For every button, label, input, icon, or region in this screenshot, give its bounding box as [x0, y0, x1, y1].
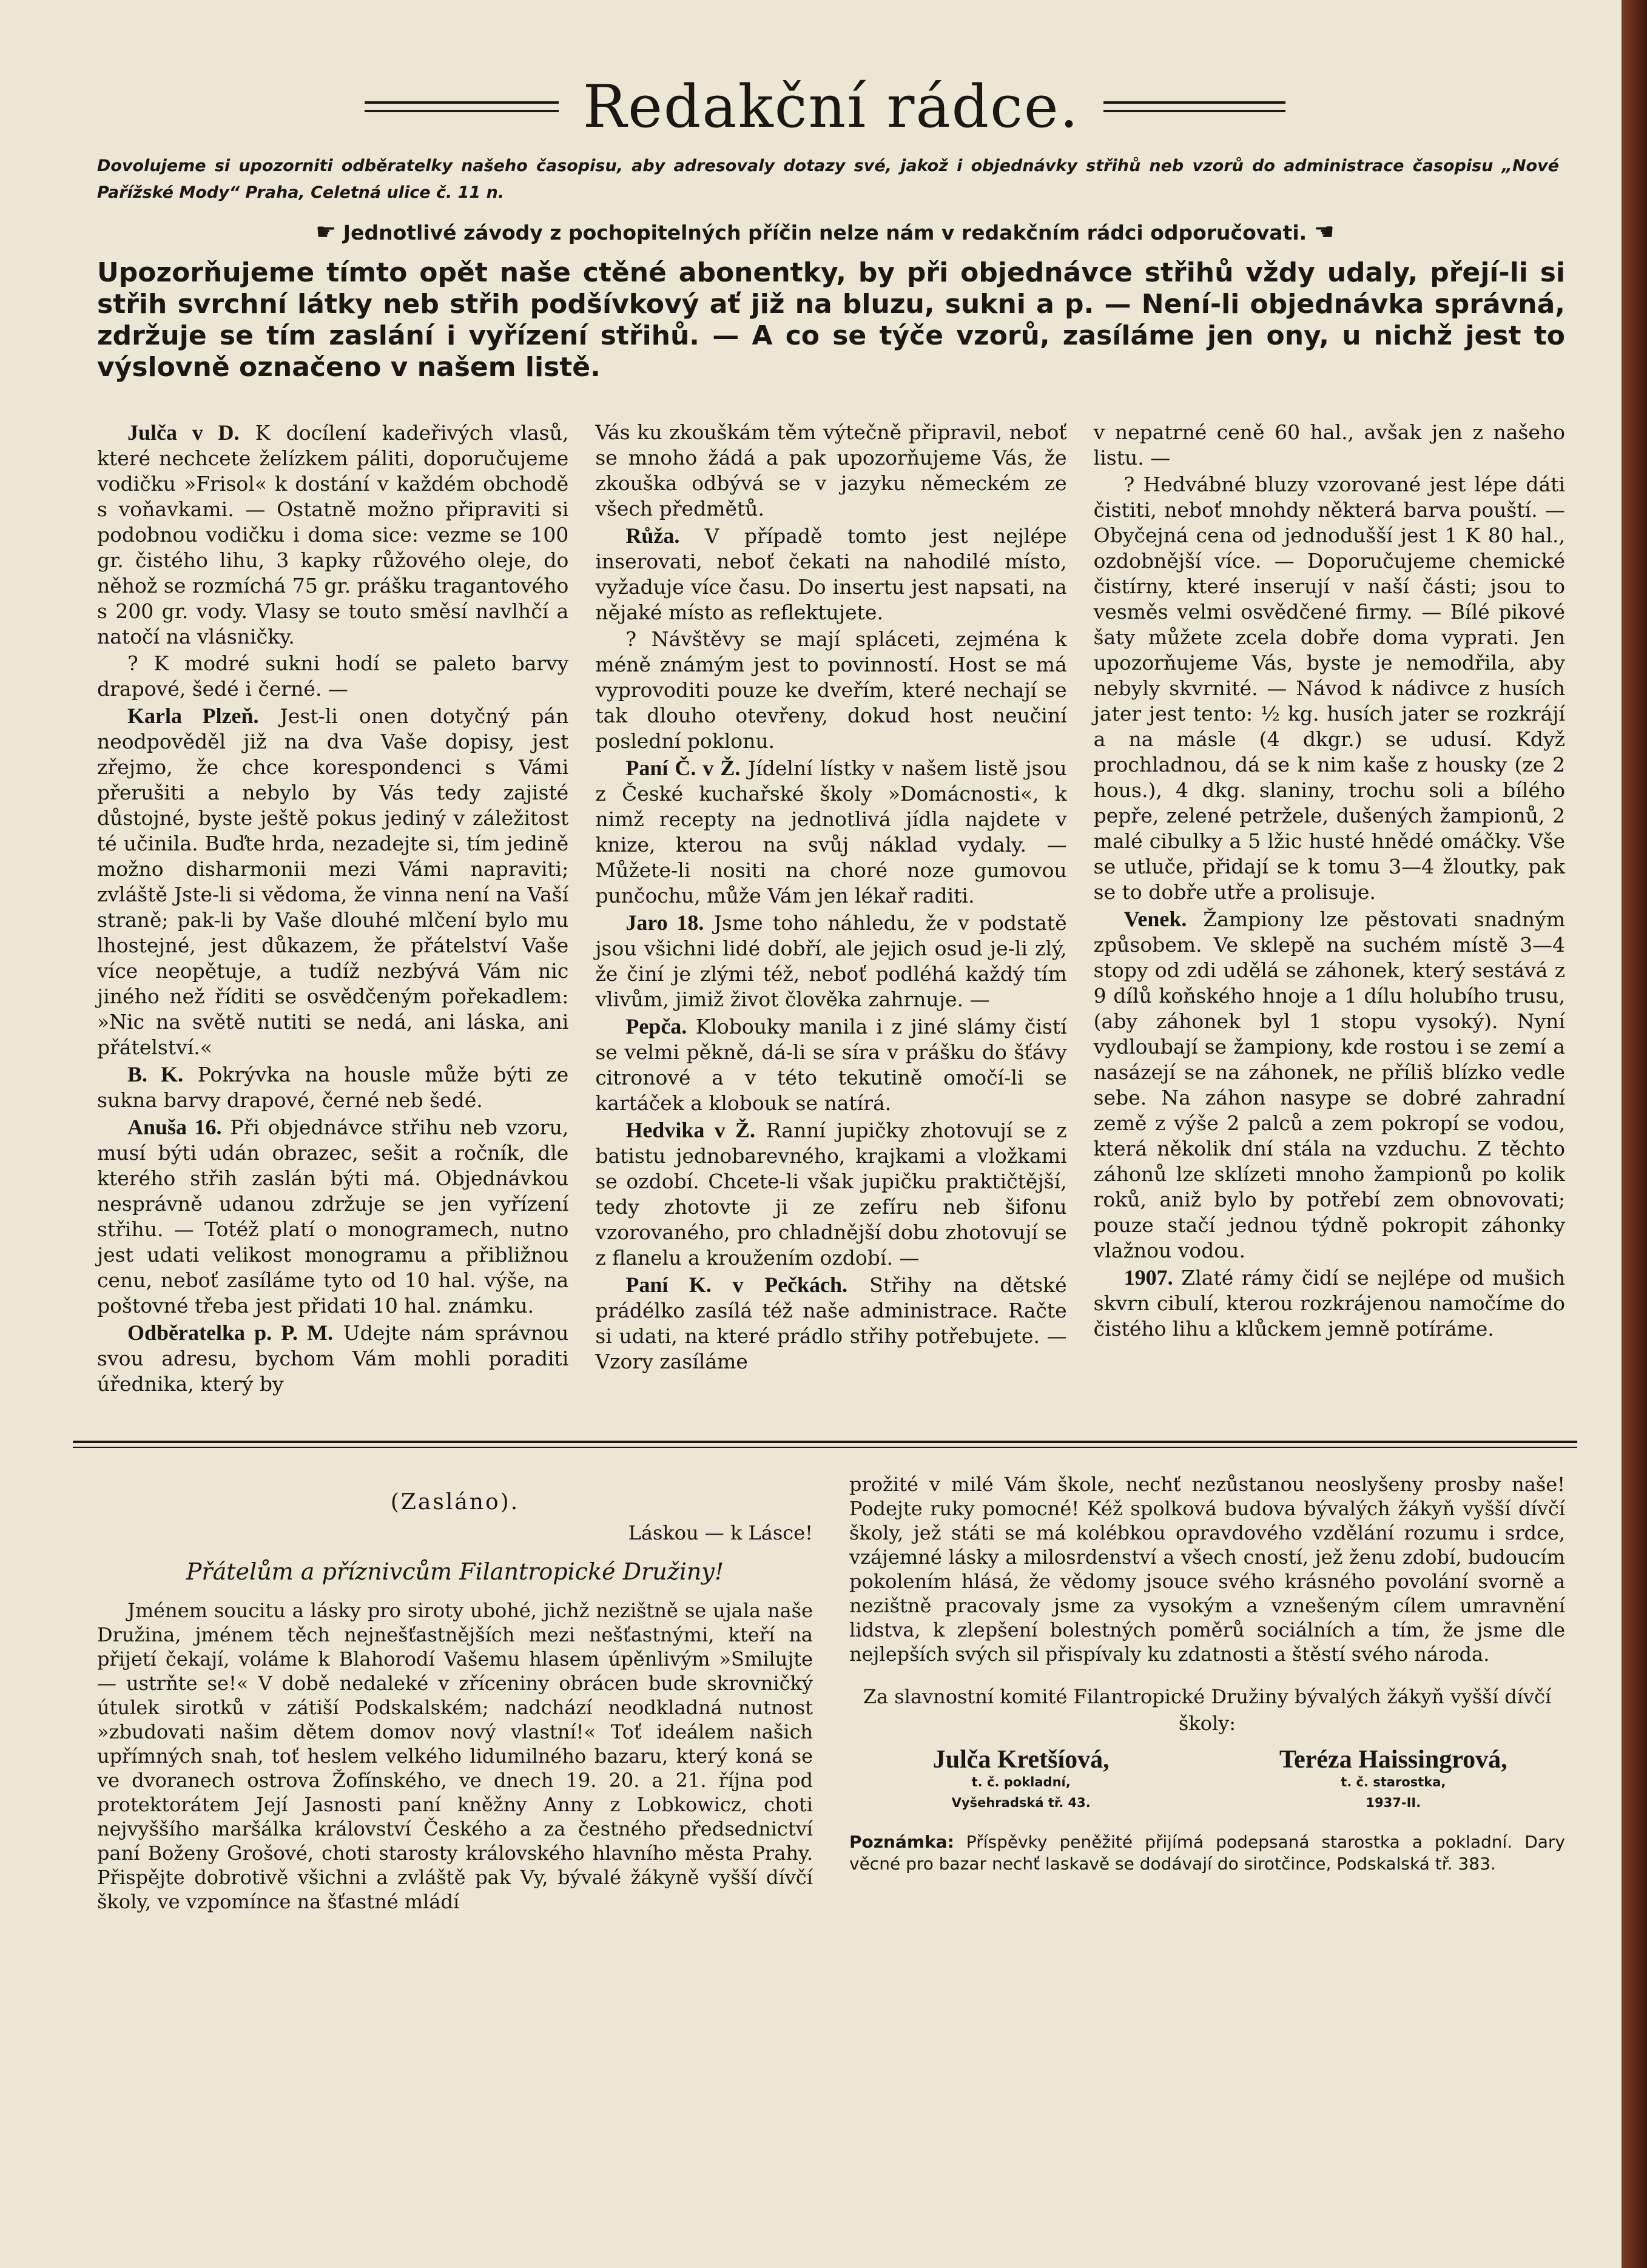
- zaslano-right: [849, 1472, 1565, 1914]
- answer-text: Jídelní lístky v našem listě jsou z České kuchařské školy »Domácnosti«, k nimž recepty na jednotlivá jídla najdete v knize, kterou na svůj náklad vydaly. — Můžete-li nositi na choré noze gumovou punčochu, může Vám jen lékař raditi.: [595, 756, 1067, 907]
- answer-text: Jest-li onen dotyčný pán neodpověděl již na dva Vaše dopisy, jest zřejmo, že chce korespondenci s Vámi přerušiti a nebylo by Vás tedy zajisté důstojné, byste ještě pokus jediný v záležitost té učinila. Buďte hrda, nezadejte si, tím jedině možno disharmonii mezi Vámi napraviti; zvláště Jste-li si vědoma, že vinna není na Vaší straně; pak-li by Vaše dlouhé mlčení bylo mu lhostejné, jest důkazem, že přátelství Vaše více neopětuje, a tudíž nezbývá Vám nic jiného než říditi se osvědčeným pořekadlem: »Nic na světě nutiti se nedá, ani láska, ani přátelství.«: [97, 704, 569, 1059]
- notice-bold: [73, 218, 1577, 245]
- answer-text: V případě tomto jest nejlépe inserovati, neboť čekati na nahodilé místo, vyžaduje více času. Do insertu jest napsati, na nějaké místo as reflektujete.: [595, 524, 1067, 624]
- answer-text: Vás ku zkouškám těm výtečně připravil, neboť se mnoho žádá a pak upozorňujeme Vás, že zkouška odbývá se v jazyku německém ze všech předmětů.: [595, 420, 1067, 520]
- answer-entry: [595, 627, 1066, 754]
- answer-recipient: Anuša 16.: [127, 1115, 222, 1139]
- answer-recipient: Jaro 18.: [625, 910, 704, 935]
- sign2-name: Teréza Haissingrová,: [1279, 1746, 1507, 1774]
- answer-text: Jsme toho náhledu, že v podstatě jsou všichni lidé dobří, ale jejich osud je-li zlý, že činí je zlými též, neboť podléhá každý tím vlivům, jimiž život člověka zahrnuje. —: [595, 911, 1067, 1011]
- section-separator: [73, 1441, 1577, 1448]
- zaslano-heading: (Zasláno).: [390, 1490, 520, 1515]
- answer-text: Zlaté rámy čidí se nejlépe od mušich skvrn cibulí, kterou rozkrájenou namočíme do čistého lihu a klůckem jemně potíráme.: [1093, 1266, 1565, 1341]
- committee-line: Za slavnostní komité Filantropické Družiny bývalých žákyň vyšší dívčí školy:: [863, 1685, 1552, 1735]
- appeal-right-text: prožité v milé Vám škole, nechť nezůstanou neoslyšeny prosby naše! Podejte ruky pomocné! Kéž spolková budova bývalých žákyň vyšší dívčí školy, jež státi se má kolébkou opravdového vzdělání rozumu i srdce, vzájemné lásky a milosrdenství a všech cností, jež ženu zdobí, budoucím pokolením hlásá, že vědomy jsouce svého krásného povolání svorně a nezištně pracovaly jsme za vysokým a vznešeným cílem umravnění lidstva, k zlepšení bolestných poměrů sociálních a tím, že jsme dle nejlepších svých sil přispívaly ku zdatnosti a štěstí svého národa.: [849, 1473, 1565, 1666]
- sign1-name: Julča Kretšíová,: [932, 1746, 1110, 1774]
- sign2-address: 1937-II.: [1366, 1795, 1421, 1810]
- answer-recipient: Odběratelka p. P. M.: [127, 1321, 334, 1345]
- sign1-address: Vyšehradská tř. 43.: [951, 1795, 1091, 1810]
- answer-recipient: Pepča.: [625, 1014, 687, 1038]
- answer-recipient: Růža.: [625, 523, 680, 548]
- pointing-hand-icon: ☚: [1313, 218, 1335, 245]
- answer-text: Hedvábné bluzy vzorované jest lépe dáti čistiti, neboť mnohdy některá barva pouští. — Obyčejná cena od jednodušší jest 1 K 80 hal., ozdobnější více. — Doporučujeme chemické čistírny, které inserují v naší části; jsou to vesměs velmi osvědčené firmy. — Bílé pikové šaty můžete zcela dobře doma vyprati. Jen upozorňujeme Vás, byste je nemodřila, aby nebyly skvrnité. — Návod k nádivce z husích jater jest tento: ½ kg. husích jater se rozkrájí a na másle (4 dkgr.) se udusí. Když prochladnou, dá se k nim kaše z housky (ze 2 hous.), 4 dkg. slaniny, trochu soli a bílého pepře, zelené petržele, dušených žampionů, 2 malé cibulky a 5 lžic husté hnědé omáčky. Vše se utluče, přidají se k tomu 3—4 žloutky, pak se to dobře utře a prolisuje.: [1093, 473, 1565, 904]
- question-mark-icon: ?: [625, 627, 652, 651]
- notice-subscribers: Upozorňujeme tímto opět naše ctěné abonentky, by při objednávce střihů vždy udaly, přejí-li si střih svrchní látky neb střih podšívkový ať již na bluzu, sukni a p. — Není-li objednávka správná, zdržuje se tím zaslání i vyřízení střihů. — A co se týče vzorů, zasíláme jen ony, u nichž jest to výslovně označeno v našem listě.: [97, 257, 1565, 383]
- answer-entry: [595, 523, 1066, 625]
- answer-text: Udejte nám správnou svou adresu, bychom Vám mohli poraditi úřednika, který by: [97, 1321, 569, 1396]
- column-3: [1094, 420, 1565, 1398]
- answer-text: Střihy na dětské prádélko zasílá též naše administrace. Račte si udati, na které prádlo střihy potřebujete. — Vzory zasíláme: [595, 1273, 1067, 1373]
- footnote: [849, 1831, 1565, 1875]
- answer-entry: [595, 420, 1066, 522]
- answer-entry: [97, 651, 568, 702]
- answer-recipient: B. K.: [127, 1062, 184, 1086]
- answer-recipient: Paní K. v Pečkách.: [625, 1273, 848, 1297]
- answer-entry: [595, 910, 1066, 1012]
- signature-treasurer: [849, 1748, 1193, 1813]
- note-text: Příspěvky peněžité přijímá podepsaná starostka a pokladní. Dary věcné pro bazar nechť laskavě se dodávají do sirotčince, Podskalská tř. 383.: [849, 1832, 1565, 1874]
- answer-recipient: Julča v D.: [127, 420, 240, 445]
- answer-recipient: Hedvika v Ž.: [625, 1118, 755, 1142]
- answer-text: Návštěvy se mají spláceti, zejména k méně známým jest to povinností. Host se má vyprovoditi pouze ke dveřím, které nechají se tak dlouho otevřeny, dokud host neučiní poslední poklonu.: [595, 627, 1067, 753]
- signatures: [849, 1748, 1565, 1813]
- appeal-title: Přátelům a příznivcům Filantropické Družiny!: [186, 1558, 724, 1585]
- answer-text: v nepatrné ceně 60 hal., avšak jen z našeho listu. —: [1093, 420, 1565, 469]
- answer-text: Klobouky manila i z jiné slámy čistí se velmi pěkně, dá-li se síra v prášku do šťávy citronové a v této tekutině omočí-li se kartáček a klobouk se natírá.: [595, 1015, 1067, 1115]
- answer-entry: [595, 1117, 1066, 1271]
- answer-entry: [97, 420, 568, 650]
- answer-recipient: Venek.: [1123, 907, 1187, 931]
- zaslano-left: [97, 1472, 813, 1914]
- answer-entry: [97, 1114, 568, 1319]
- notice-bold-text: Jednotlivé závody z pochopitelných příčin nelze nám v redakčním rádci odporučovati.: [343, 221, 1307, 244]
- appeal-left-text: Jménem soucitu a lásky pro siroty ubohé, jichž nezištně se ujala naše Družina, jménem těch nejnešťastnějších mezi nešťastnými, kteří na přijetí čekají, voláme k Blahorodí Vašemu hlasem úpěnlivým »Smilujte — ustrňte se!« V době nedaleké v zříceniny obrácen bude skrovničký útulek sirotků v zátiší Podskalském; nadchází neodkladná nutnost »zbudovati našim dětem domov nový vlastní!« Toť ideálem našich upřímných snah, toť heslem velkého lidumilného bazaru, který koná se ve dvoranech ostrova Žofínského, ve dnech 19. 20. a 21. října pod protektorátem Její Jasnosti paní kněžny Anny z Lobkowicz, choti nejvyššího maršálka království Českého a za čestného předsednictví paní Boženy Grošové, choti starosty královského hlavního města Prahy. Přispějte dobrotivě všichni a zvláště pak Vy, bývalé žákyně vyšší dívčí školy, ve vzpomínce na šťastné mládí: [97, 1599, 813, 1913]
- title-rule-left: [365, 101, 559, 112]
- zaslano-motto: Láskou — k Lásce!: [628, 1521, 813, 1544]
- answer-entry: [1094, 1265, 1565, 1342]
- answer-entry: [97, 1320, 568, 1397]
- notice-italic: Dovolujeme si upozorniti odběratelky našeho časopisu, aby adresovaly dotazy své, jakož i objednávky střihů neb vzorů do administrace časopisu „Nové Pařížské Mody“ Praha, Celetná ulice č. 11 n.: [97, 156, 1559, 202]
- answer-entry: [595, 1014, 1066, 1116]
- note-label: Poznámka:: [849, 1832, 954, 1852]
- question-mark-icon: ?: [1123, 473, 1143, 496]
- page-title: Redakční rádce.: [582, 73, 1080, 141]
- answer-text: Při objednávce střihu neb vzoru, musí býti udán obrazec, sešit a ročník, dle kterého střih zaslán býti má. Objednávkou nesprávně udanou zdržuje se jen vyřízení střihu. — Totéž platí o monogramech, nutno jest udati velikost monogramu a přibližnou cenu, neboť zasíláme tyto od 10 hal. výše, na poštovné třeba jest přidati 10 hal. známku.: [97, 1115, 569, 1317]
- title-row: [73, 73, 1577, 141]
- answer-recipient: 1907.: [1123, 1265, 1173, 1290]
- pointing-hand-icon: ☛: [315, 218, 337, 245]
- answer-entry: [595, 1272, 1066, 1375]
- answer-text: Pokrývka na housle může býti ze sukna barvy drapové, černé neb šedé.: [97, 1063, 569, 1112]
- page: [73, 36, 1577, 1914]
- answer-entry: [1094, 906, 1565, 1264]
- sign1-role: t. č. pokladní,: [971, 1775, 1071, 1789]
- column-1: [97, 420, 568, 1398]
- signature-chair: [1222, 1748, 1565, 1813]
- sign2-role: t. č. starostka,: [1341, 1775, 1446, 1789]
- answer-entry: [1094, 472, 1565, 905]
- answer-text: Žampiony lze pěstovati snadným způsobem. Ve sklepě na suchém místě 3—4 stopy od zdi udělá se záhonek, který sestává z 9 dílů koňského hnoje a 1 dílu holubího trusu, (aby záhonek byl 1 stopu vysoký). Nyní vydloubají se žampiony, kde rostou i se zemí a nasázejí se na záhonek, ne příliš blízko vedle sebe. Na záhon nasype se dobré zahradní země z výše 2 palců a zem pokropí se vodou, která několik dní stála na vzduchu. Z těchto záhonů lze sklízeti mnoho žampionů po kolik roků, aniž bylo by potřebí zem obnovovati; pouze stačí jednou týdně pokropit záhonky vlažnou vodou.: [1093, 907, 1565, 1262]
- answer-text: K docílení kadeřivých vlasů, které nechcete želízkem páliti, doporučujeme vodičku »Frisol« k dostání v každém obchodě s voňavkami. — Ostatně možno připraviti si podobnou vodičku i doma sice: vezme se 100 gr. čistého lihu, 3 kapky růžového oleje, do něhož se rozmíchá 75 gr. prášku tragantového s 200 gr. vody. Vlasy se touto směsí navlhčí a natočí na vlásničky.: [97, 421, 569, 648]
- zaslano-section: [73, 1472, 1577, 1914]
- answer-recipient: Paní Č. v Ž.: [625, 756, 741, 780]
- answer-text: K modré sukni hodí se paleto barvy drapové, šedé i černé. —: [97, 651, 569, 701]
- book-binding-edge: [1622, 0, 1647, 2268]
- column-2: [595, 420, 1066, 1398]
- answer-entry: [97, 703, 568, 1060]
- answer-entry: [595, 755, 1066, 909]
- answer-text: Ranní jupičky zhotovují se z batistu jednobarevného, krajkami a vložkami se ozdobí. Chcete-li však jupičku praktičtější, tedy zhotovte ji ze zefíru neb šifonu vzorovaného, pro chladnější dobu zhotovují se z flanelu a kroužením ozdobí. —: [595, 1119, 1067, 1270]
- title-rule-right: [1103, 101, 1285, 112]
- answer-entry: [1094, 420, 1565, 471]
- answer-recipient: Karla Plzeň.: [127, 704, 259, 728]
- question-mark-icon: ?: [127, 651, 154, 675]
- answers-columns: [73, 420, 1577, 1398]
- answer-entry: [97, 1062, 568, 1113]
